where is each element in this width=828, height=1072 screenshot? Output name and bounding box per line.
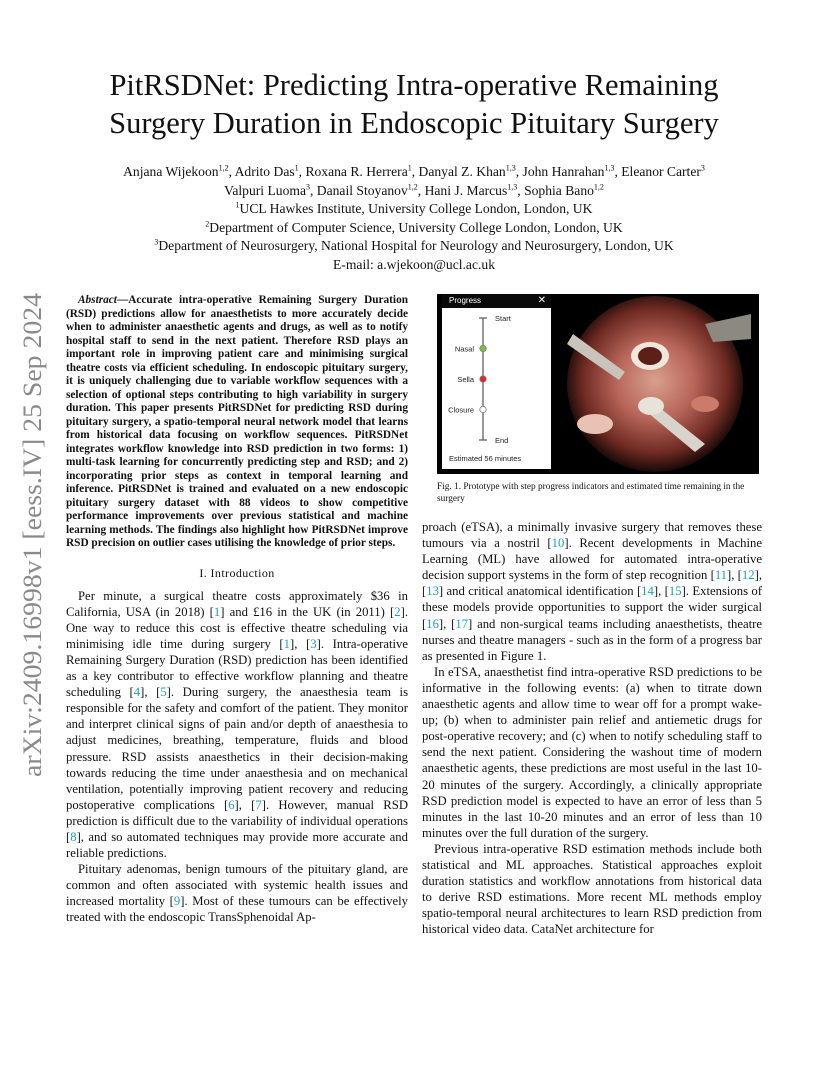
progress-panel-title: Progress bbox=[449, 296, 482, 305]
endoscopic-image bbox=[555, 294, 755, 474]
citation-link[interactable]: 3 bbox=[310, 636, 317, 651]
abstract bbox=[66, 294, 408, 551]
arxiv-identifier-text: arXiv:2409.16998v1 [eess.IV] 25 Sep 2024 bbox=[17, 314, 47, 777]
author-affiliation-marker: 3 bbox=[700, 163, 705, 173]
progress-step-closure bbox=[448, 406, 486, 415]
citation-link[interactable]: 7 bbox=[255, 797, 262, 812]
citation-link[interactable]: 1 bbox=[213, 604, 221, 619]
progress-step-sella bbox=[457, 375, 486, 384]
affiliation-text: Department of Neurosurgery, National Hospital for Neurology and Neurosurgery, London, UK bbox=[158, 238, 674, 253]
figure-1-caption: Fig. 1. Prototype with step progress indicators and estimated time remaining in the surgery bbox=[437, 482, 745, 504]
author-name: Hani J. Marcus bbox=[424, 182, 508, 198]
author-name: Danail Stoyanov bbox=[316, 182, 408, 198]
author-affiliation-marker: 1,3 bbox=[507, 181, 518, 191]
close-icon: ✕ bbox=[537, 295, 546, 306]
author-affiliation-marker: 1,3 bbox=[604, 163, 615, 173]
affiliation-marker: 2 bbox=[205, 218, 210, 228]
citation-link[interactable]: 13 bbox=[426, 584, 439, 599]
author-name: Sophia Bano bbox=[524, 182, 594, 198]
citation-link[interactable]: 1 bbox=[283, 636, 290, 651]
author-name: Adrito Das bbox=[234, 164, 295, 179]
progress-step-label: End bbox=[495, 436, 509, 445]
abstract-label: Abstract bbox=[78, 294, 117, 306]
title-line-1: PitRSDNet: Predicting Intra-operative Remaining bbox=[109, 68, 719, 102]
author-affiliation-marker: 1,2 bbox=[593, 181, 604, 191]
citation-link[interactable]: 6 bbox=[228, 797, 235, 812]
citation-link[interactable]: 17 bbox=[455, 616, 469, 631]
citation-link[interactable]: 12 bbox=[741, 568, 755, 583]
abstract-body: —Accurate intra-operative Remaining Surgery Duration (RSD) predictions allow for anaesthetists to more accurately decide when to administer anaesthetic agents and drugs, as well as to notify hospital staff to send in the next patient. Therefore RSD plays an important role in improving patient care and minimising surgical theatre costs via efficient scheduling. In endoscopic pituitary surgery, it is uniquely challenging due to variable workflow sequences with a selection of optional steps contributing to high variability in surgery duration. This paper presents PitRSDNet for predicting RSD during pituitary surgery, a spatio-temporal neural network model that learns from historical data focusing on workflow sequences. PitRSDNet integrates workflow knowledge into RSD prediction in two forms: 1) multi-task learning for concurrently predicting step and RSD; and 2) incorporating prior steps as context in temporal learning and inference. PitRSDNet is trained and evaluated on a new endoscopic pituitary surgery dataset with 88 videos to show competitive performance improvements over previous statistical and machine learning methods. The findings also highlight how PitRSDNet improve RSD precision on outlier cases utilising the knowledge of prior steps. bbox=[66, 294, 408, 549]
citation-link[interactable]: 9 bbox=[173, 894, 181, 909]
title-line-2: Surgery Duration in Endoscopic Pituitary Surgery bbox=[109, 106, 719, 140]
progress-step-label: Start bbox=[495, 314, 511, 323]
author-name: Anjana Wijekoon bbox=[123, 164, 219, 179]
affiliation-marker: 3 bbox=[154, 237, 159, 247]
progress-panel-header bbox=[442, 294, 551, 308]
progress-step-label: Closure bbox=[448, 405, 474, 415]
affiliation-text: Department of Computer Science, University College London, London, UK bbox=[209, 219, 623, 235]
progress-step-start bbox=[479, 314, 512, 323]
left-column bbox=[66, 294, 408, 926]
author-name: Valpuri Luoma bbox=[224, 182, 306, 198]
paper-title bbox=[60, 66, 768, 142]
citation-link[interactable]: 16 bbox=[426, 616, 439, 631]
affiliation-marker: 1 bbox=[235, 200, 240, 210]
author-affiliation-marker: 1,2 bbox=[407, 181, 418, 191]
author-name: John Hanrahan bbox=[522, 164, 605, 179]
citation-link[interactable]: 11 bbox=[714, 568, 728, 583]
progress-step-label: Sella bbox=[457, 375, 474, 384]
author-name: Roxana R. Herrera bbox=[305, 164, 408, 179]
arxiv-identifier bbox=[10, 290, 50, 780]
author-affiliation-marker: 1 bbox=[407, 163, 412, 173]
intro-paragraph-2: Pituitary adenomas, benign tumours of the pituitary gland, are common and often associated with systemic health issues and increased mortality [9]. Most of these tumours can be effectively treated with the endoscopic TransSphenoidal Ap- bbox=[66, 862, 408, 925]
progress-step-nasal bbox=[455, 345, 486, 354]
author-affiliation-marker: 1,2 bbox=[218, 163, 229, 173]
citation-link[interactable]: 14 bbox=[641, 584, 654, 599]
right-paragraph-1: proach (eTSA), a minimally invasive surgery that removes these tumours via a nostril [10]. Recent developments in Machine Learning (ML) have allowed for automated intra-operative decision support systems in the form of step recognition [11], [12], [13] and critical anatomical identification [14], [15]. Extensions of these models provide opportunities to support the wider surgical [16], [17] and non-surgical teams including anaesthetists, theatre nurses and theatre managers - such as in the form of a progress bar as presented in Figure 1. bbox=[422, 520, 762, 663]
figure-1 bbox=[437, 294, 759, 474]
intro-paragraph-1: Per minute, a surgical theatre costs approximately $36 in California, USA (in 2018) [1] and £16 in the UK (in 2011) [2]. One way to reduce this cost is effective theatre scheduling via minimising idle time during surgery [1], [3]. Intra-operative Remaining Surgery Duration (RSD) prediction has been identified as a key contributor to effective workflow planning and theatre scheduling [4], [5]. During surgery, the anaesthesia team is responsible for the safety and comfort of the patient. They monitor and interpret clinical signs of pain and/or depth of anaesthesia to adjust medicines, breathing, temperature, fluids and blood pressure. RSD assists anaesthetics in their decision-making towards reducing the time under anaesthesia and on mechanical ventilation, potentially improving patient recovery and reducing postoperative complications [6], [7]. However, manual RSD prediction is difficult due to the variability of individual operations [8], and so automated techniques may provide more accurate and reliable predictions. bbox=[66, 588, 409, 861]
citation-link[interactable]: 5 bbox=[160, 685, 167, 700]
email: E-mail: a.wjekoon@ucl.ac.uk bbox=[333, 256, 495, 272]
author-affiliation-marker: 3 bbox=[305, 181, 310, 191]
author-affiliation-marker: 1 bbox=[294, 163, 299, 173]
affiliation-line bbox=[60, 200, 768, 219]
step-status-dot bbox=[480, 345, 486, 351]
author-affiliation-marker: 1,3 bbox=[505, 163, 516, 173]
citation-link[interactable]: 8 bbox=[70, 830, 77, 844]
progress-panel bbox=[442, 294, 551, 469]
citation-link[interactable]: 2 bbox=[394, 604, 401, 619]
affiliation-line bbox=[60, 219, 768, 238]
author-name: Eleanor Carter bbox=[621, 164, 701, 179]
citation-link[interactable]: 15 bbox=[668, 584, 682, 599]
author-name: Danyal Z. Khan bbox=[418, 164, 506, 179]
progress-step-label: Nasal bbox=[454, 344, 474, 354]
progress-timeline bbox=[442, 308, 551, 469]
citation-link[interactable]: 4 bbox=[133, 685, 141, 700]
right-paragraph-2: In eTSA, anaesthetist find intra-operative RSD predictions to be informative in the following events: (a) when to titrate down anaesthetic agents and allow time to wear off for a prompt wake-up; (b) when to administer pain relief and antiemetic drugs for post-operative recovery; and (c) when to notify scheduling staff to send the next patient. Considering the washout time of modern anaesthetic agents, these predictions are most useful in the last 10-20 minutes of the surgery. Accordingly, a clinically appropriate RSD prediction model is expected to have an error of less than 5 minutes in the last 10-20 minutes and an error of less than 10 minutes over the full duration of the surgery. bbox=[422, 664, 762, 840]
affiliation-line bbox=[60, 237, 768, 256]
affiliation-list bbox=[60, 200, 768, 256]
citation-link[interactable]: 10 bbox=[551, 536, 565, 551]
affiliation-text: UCL Hawkes Institute, University College London, London, UK bbox=[239, 201, 593, 216]
section-heading-introduction: I. Introduction bbox=[199, 565, 275, 580]
right-column bbox=[422, 294, 762, 937]
author-block bbox=[60, 163, 768, 274]
author-list-line-2: Valpuri Luoma$^3$, Danail Stoyanov$^{1,2}$, Hani J. Marcus$^{1,3}$, Sophia Bano$^{1,2}$ bbox=[224, 181, 604, 198]
step-status-dot bbox=[480, 406, 486, 412]
step-status-dot bbox=[480, 376, 486, 382]
author-list-line-1: Anjana Wijekoon$^{1,2}$, Adrito Das$^1$, Roxana R. Herrera$^1$, Danyal Z. Khan$^{1,3}$, John Hanrahan$^{1,3}$, Eleanor Carter$^3$ bbox=[123, 163, 705, 179]
right-paragraph-3: Previous intra-operative RSD estimation methods include both statistical and ML approaches. Statistical approaches exploit duration statistics and workflow annotations from historical data to derive RSD estimations. More recent ML methods employ spatio-temporal neural architectures to learn RSD prediction from historical video data. CataNet architecture for bbox=[422, 841, 762, 937]
estimated-time-label: Estimated 56 minutes bbox=[449, 454, 522, 463]
